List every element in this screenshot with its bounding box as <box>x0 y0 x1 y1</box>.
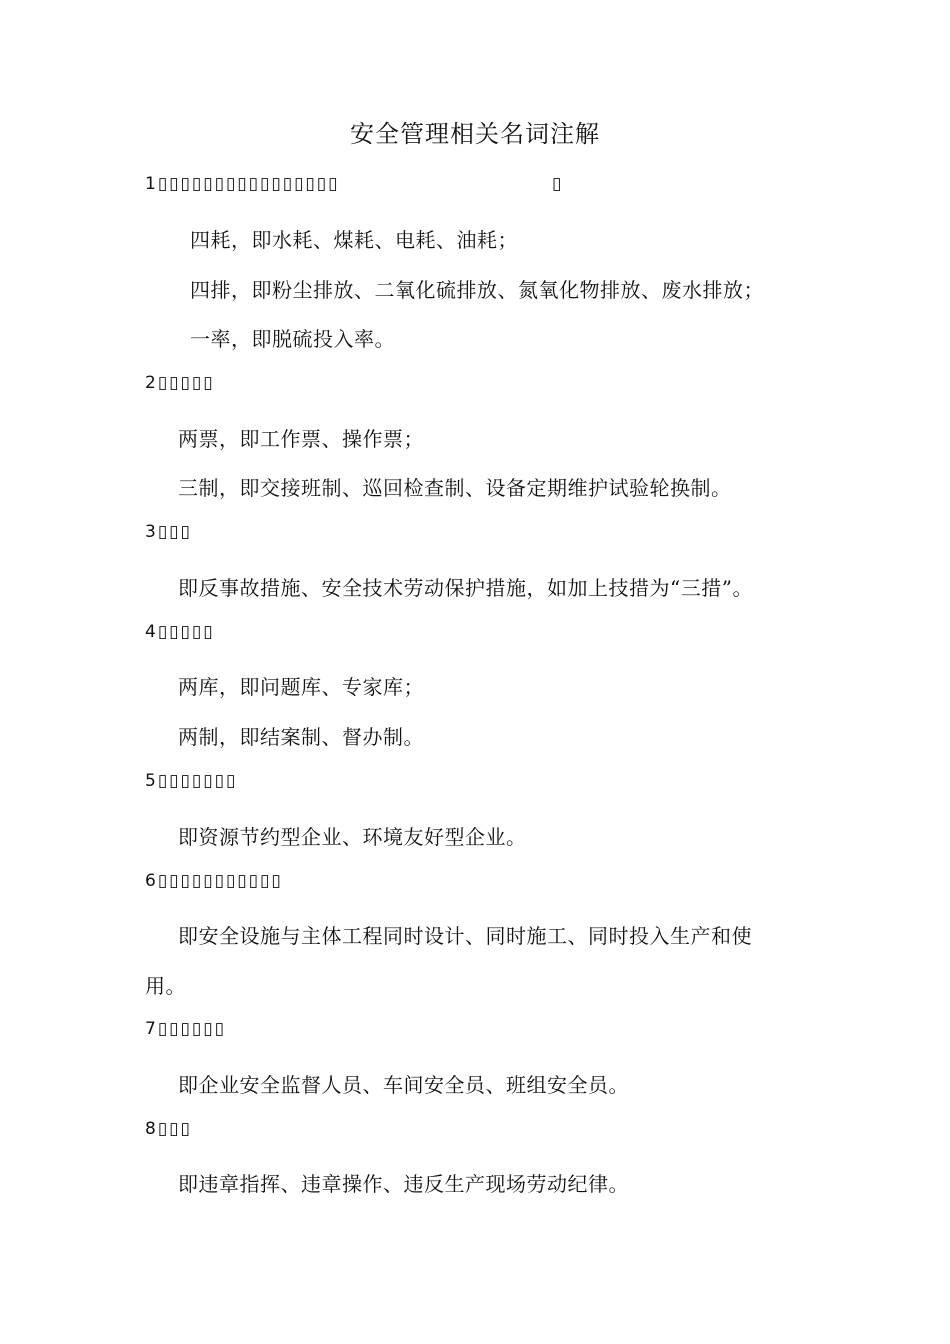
item-4-heading: 4▯▯▯▯▯ <box>145 622 215 642</box>
item-5-line-1: 即资源节约型企业、环境友好型企业。 <box>178 825 527 849</box>
item-2-heading: 2▯▯▯▯▯ <box>145 373 215 393</box>
page-title: 安全管理相关名词注解 <box>350 120 600 148</box>
item-1-heading: 1▯▯▯▯▯▯▯▯▯▯▯▯▯▯▯▯ <box>145 174 340 194</box>
item-1-line-3: 一率，即脱硫投入率。 <box>190 327 395 351</box>
item-1-heading-tail: ▯ <box>552 174 562 194</box>
item-7-line-1: 即企业安全监督人员、车间安全员、班组安全员。 <box>178 1073 629 1097</box>
item-1-line-2: 四排，即粉尘排放、二氧化硫排放、氮氧化物排放、废水排放； <box>190 278 764 302</box>
item-4-line-2: 两制，即结案制、督办制。 <box>178 725 424 749</box>
item-8-heading: 8▯▯▯ <box>145 1119 192 1139</box>
item-8-line-1: 即违章指挥、违章操作、违反生产现场劳动纪律。 <box>178 1172 629 1196</box>
item-6-line-2: 用。 <box>145 974 186 998</box>
item-3-line-1: 即反事故措施、安全技术劳动保护措施，如加上技措为“三措”。 <box>178 576 753 600</box>
item-1-line-1: 四耗，即水耗、煤耗、电耗、油耗； <box>190 228 518 252</box>
item-5-heading: 5▯▯▯▯▯▯▯ <box>145 771 238 791</box>
item-3-heading: 3▯▯▯ <box>145 522 192 542</box>
item-2-line-1: 两票，即工作票、操作票； <box>178 427 424 451</box>
item-4-line-1: 两库，即问题库、专家库； <box>178 675 424 699</box>
item-7-heading: 7▯▯▯▯▯▯ <box>145 1019 226 1039</box>
item-2-line-2: 三制，即交接班制、巡回检查制、设备定期维护试验轮换制。 <box>178 476 732 500</box>
item-6-line-1: 即安全设施与主体工程同时设计、同时施工、同时投入生产和使 <box>178 924 752 948</box>
item-6-heading: 6▯▯▯▯▯▯▯▯▯▯▯ <box>145 871 283 891</box>
